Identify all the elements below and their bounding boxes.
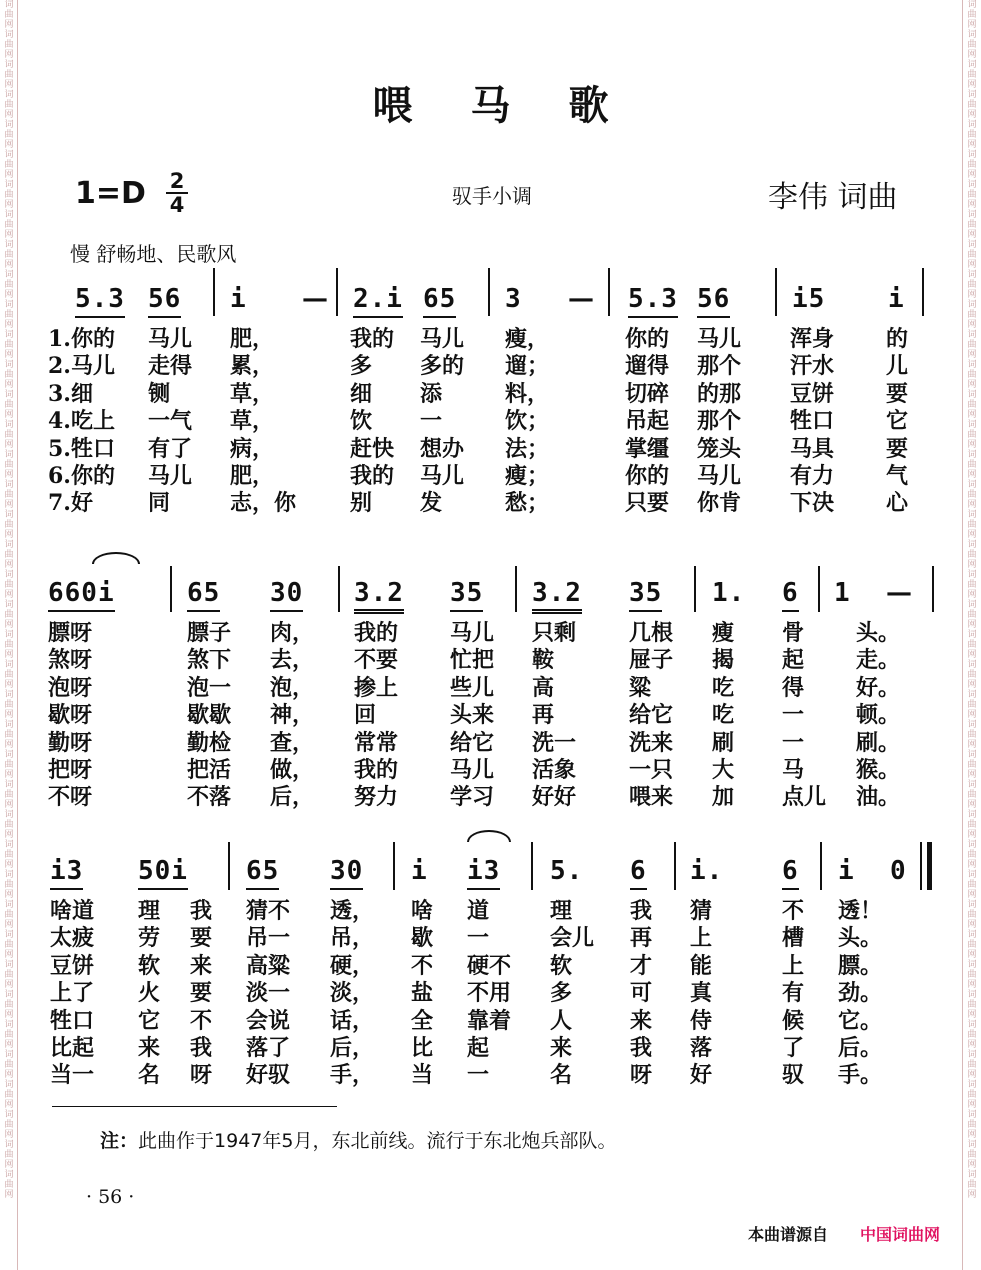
lyric-syllable: 常常: [354, 729, 399, 756]
lyric-syllable: 高粱: [246, 952, 291, 979]
lyric-syllable: 儿: [886, 353, 909, 380]
barline: [213, 268, 215, 316]
lyric-syllable: 来: [550, 1035, 573, 1061]
lyric-syllable: 后，: [270, 784, 315, 811]
lyric-syllable: 落: [690, 1035, 713, 1061]
lyric-syllable: 吃: [712, 674, 735, 701]
lyric-syllable: 膘。: [838, 952, 883, 979]
lyric-syllable: 好驭: [246, 1062, 291, 1089]
lyric-syllable: 我: [190, 1035, 213, 1061]
lyric-syllable: 头。: [856, 620, 901, 646]
lyric-syllable: 马儿: [420, 326, 465, 352]
lyric-syllable: 要: [886, 435, 909, 462]
lyric-syllable: 屉子: [629, 647, 674, 674]
lyric-syllable: 我: [630, 898, 653, 924]
lyric-syllable: 做，: [270, 757, 315, 783]
lyric-syllable: 不落: [187, 784, 232, 811]
lyric-syllable: 马儿: [697, 326, 742, 352]
lyric-syllable: 要: [886, 380, 909, 407]
lyric-syllable: 走得: [148, 353, 193, 380]
lyric-syllable: 努力: [354, 784, 399, 811]
source-label: 本曲谱源自: [748, 1225, 829, 1244]
lyric-syllable: 赶快: [350, 435, 395, 462]
lyric-syllable: 硬，: [330, 952, 375, 979]
note-group: 65: [187, 578, 220, 612]
lyric-syllable: 膘呀: [48, 620, 93, 646]
lyric-syllable: 要: [190, 980, 213, 1007]
barline: [694, 566, 696, 612]
lyric-syllable: 不用: [467, 980, 512, 1007]
final-barline: [927, 842, 932, 890]
lyric-syllable: 头。: [838, 925, 883, 952]
lyric-syllable: 膘子: [187, 620, 232, 646]
lyric-syllable: 高: [532, 674, 555, 701]
note-group: 5.: [550, 856, 584, 886]
song-style: 驭手小调: [452, 184, 532, 208]
lyric-syllable: 歇呀: [48, 702, 93, 729]
lyric-syllable: 多: [350, 353, 373, 380]
lyric-syllable: 来: [190, 952, 213, 979]
lyric-syllable: 别: [350, 490, 373, 517]
lyric-syllable: 马儿: [148, 463, 193, 489]
lyric-syllable: 汗水: [790, 353, 835, 380]
lyric-syllable: 牲口: [790, 408, 835, 435]
time-sig-top: 2: [169, 169, 185, 193]
lyric-syllable: 些儿: [450, 674, 495, 701]
lyric-syllable: 我: [190, 898, 213, 924]
note-group: 35: [629, 578, 662, 612]
lyric-syllable: 只要: [625, 490, 670, 517]
lyric-syllable: 走。: [856, 647, 901, 674]
lyric-syllable: 7.好: [48, 490, 93, 517]
note-group: 50i: [138, 856, 188, 890]
barline: [488, 268, 490, 316]
lyric-syllable: 软: [550, 952, 573, 979]
note-group: 5.3: [75, 284, 125, 318]
lyric-syllable: 落了: [246, 1035, 291, 1061]
barline: [818, 566, 820, 612]
slur: [467, 830, 511, 842]
lyric-syllable: 不呀: [48, 784, 93, 811]
lyric-syllable: 把活: [187, 757, 232, 783]
lyric-syllable: 心: [886, 490, 909, 517]
footnote: [100, 1126, 616, 1153]
lyric-syllable: 遛；: [505, 353, 550, 380]
lyric-syllable: 靠着: [467, 1007, 512, 1034]
lyric-syllable: 饮: [350, 408, 373, 435]
lyric-syllable: 淡一: [246, 980, 291, 1007]
lyric-syllable: 我的: [350, 326, 395, 352]
note-group: 1.: [712, 578, 746, 608]
lyric-syllable: 不: [190, 1007, 213, 1034]
lyric-syllable: 草，: [230, 380, 275, 407]
lyric-syllable: 上了: [50, 980, 95, 1007]
lyric-syllable: 活象: [532, 757, 577, 783]
lyric-syllable: 饮；: [505, 408, 550, 435]
lyric-syllable: 一气: [148, 408, 193, 435]
note-group: 2.i: [353, 284, 403, 318]
lyric-syllable: 槽: [782, 925, 805, 952]
lyric-syllable: 马儿: [450, 620, 495, 646]
watermark-right: 词曲网词曲网词曲网词曲网词曲网词曲网词曲网词曲网词曲网词曲网词曲网词曲网词曲网词曲网词曲网词曲网词曲网词曲网词曲网词曲网词曲网词曲网词曲网词曲网词曲网词曲网词曲网词曲网词曲网词曲网词曲网词曲网词曲网词曲网词曲网词曲网词曲网词曲网词曲网词曲网: [967, 0, 977, 1200]
barline: [531, 842, 533, 890]
lyric-syllable: 多的: [420, 353, 465, 380]
lyric-syllable: 的: [886, 326, 909, 352]
barline: [674, 842, 676, 890]
lyric-syllable: 啥道: [50, 898, 95, 924]
lyric-syllable: 可: [630, 980, 653, 1007]
lyric-syllable: 一: [420, 408, 443, 435]
note-group: 30: [330, 856, 363, 890]
barline: [932, 566, 934, 612]
lyric-syllable: 侍: [690, 1007, 713, 1034]
lyric-syllable: 啥: [411, 898, 434, 924]
note-group: 5.3: [628, 284, 678, 318]
note-group: i: [411, 856, 428, 886]
lyric-syllable: 再: [630, 925, 653, 952]
lyric-syllable: 猜: [690, 898, 713, 924]
lyric-syllable: 那个: [697, 408, 742, 435]
lyric-syllable: 豆饼: [50, 952, 95, 979]
lyric-syllable: 添: [420, 380, 443, 407]
lyric-syllable: 掌缰: [625, 435, 670, 462]
time-signature: [166, 170, 188, 216]
lyric-syllable: 2.马儿: [48, 353, 115, 380]
lyric-syllable: 掺上: [354, 674, 399, 701]
note-group: 30: [270, 578, 303, 612]
lyric-syllable: 给它: [629, 702, 674, 729]
lyric-syllable: 马儿: [450, 757, 495, 783]
lyric-syllable: 铡: [148, 380, 171, 407]
lyric-syllable: 油。: [856, 784, 901, 811]
note-group: 3.2: [354, 578, 404, 614]
lyric-syllable: 它。: [838, 1007, 883, 1034]
lyric-syllable: 全: [411, 1007, 434, 1034]
lyric-syllable: 了: [782, 1035, 805, 1061]
lyric-syllable: 猜不: [246, 898, 291, 924]
lyric-syllable: 煞呀: [48, 647, 93, 674]
lyric-syllable: 我的: [354, 620, 399, 646]
note-group: i.: [690, 856, 724, 886]
lyric-syllable: 你的: [625, 463, 670, 489]
lyric-syllable: 同: [148, 490, 171, 517]
lyric-syllable: 马: [782, 757, 805, 783]
lyric-syllable: 揭: [712, 647, 735, 674]
lyric-syllable: 当: [411, 1062, 434, 1089]
footnote-rule: [52, 1106, 337, 1107]
lyric-syllable: 道: [467, 898, 490, 924]
left-margin-line: [17, 0, 18, 1270]
lyric-syllable: 手。: [838, 1062, 883, 1089]
lyric-syllable: 淡，: [330, 980, 375, 1007]
lyric-syllable: 肥，: [230, 326, 275, 352]
lyric-syllable: 名: [550, 1062, 573, 1089]
lyric-syllable: 吊，: [330, 925, 375, 952]
lyric-syllable: 才: [630, 952, 653, 979]
note-group: 35: [450, 578, 483, 612]
lyric-syllable: 再: [532, 702, 555, 729]
lyric-syllable: 候: [782, 1007, 805, 1034]
lyric-syllable: 硬不: [467, 952, 512, 979]
lyric-syllable: 鞍: [532, 647, 555, 674]
note-group: 3.2: [532, 578, 582, 614]
lyric-syllable: 呀: [190, 1062, 213, 1089]
note-group: 6: [782, 578, 799, 612]
lyric-syllable: 有力: [790, 463, 835, 489]
lyric-syllable: 泡呀: [48, 674, 93, 701]
lyric-syllable: 瘦: [712, 620, 735, 646]
time-sig-bottom: 4: [166, 192, 188, 216]
lyric-syllable: 洗来: [629, 729, 674, 756]
lyric-syllable: 累，: [230, 353, 275, 380]
lyric-syllable: 切碎: [625, 380, 670, 407]
lyric-syllable: 能: [690, 952, 713, 979]
lyric-syllable: 回: [354, 702, 377, 729]
lyric-syllable: 刷: [712, 729, 735, 756]
lyric-syllable: 名: [138, 1062, 161, 1089]
barline: [336, 268, 338, 316]
note-dash: —: [886, 578, 912, 608]
lyric-syllable: 刷。: [856, 729, 901, 756]
lyric-syllable: 查，: [270, 729, 315, 756]
lyric-syllable: 劲。: [838, 980, 883, 1007]
lyric-syllable: 忙把: [450, 647, 495, 674]
lyric-syllable: 瘦；: [505, 463, 550, 489]
lyric-syllable: 一: [782, 702, 805, 729]
lyric-syllable: 5.牲口: [48, 435, 115, 462]
lyric-syllable: 法；: [505, 435, 550, 462]
note-group: 1: [834, 578, 851, 608]
lyric-syllable: 牲口: [50, 1007, 95, 1034]
lyric-syllable: 呀: [630, 1062, 653, 1089]
lyric-syllable: 多: [550, 980, 573, 1007]
barline: [338, 566, 340, 612]
lyric-syllable: 得: [782, 674, 805, 701]
lyric-syllable: 太疲: [50, 925, 95, 952]
barline: [920, 842, 922, 890]
lyric-syllable: 一: [467, 925, 490, 952]
song-title: 喂马歌: [372, 82, 667, 129]
source-site-link[interactable]: 中国词曲网: [860, 1225, 941, 1244]
barline: [608, 268, 610, 316]
right-margin-line: [962, 0, 963, 1270]
lyric-syllable: 后，: [330, 1035, 375, 1061]
lyric-syllable: 点儿: [782, 784, 827, 811]
lyric-syllable: 会儿: [550, 925, 595, 952]
barline: [922, 268, 924, 316]
lyric-syllable: 一: [467, 1062, 490, 1089]
lyric-syllable: 透，: [330, 898, 375, 924]
lyric-syllable: 上: [782, 952, 805, 979]
lyric-syllable: 不: [782, 898, 805, 924]
lyric-syllable: 吊一: [246, 925, 291, 952]
lyric-syllable: 发: [420, 490, 443, 517]
note-group: 65: [423, 284, 456, 318]
lyric-syllable: 起: [782, 647, 805, 674]
lyric-syllable: 那个: [697, 353, 742, 380]
lyric-syllable: 勤呀: [48, 729, 93, 756]
lyric-syllable: 一只: [629, 757, 674, 783]
lyric-syllable: 人: [550, 1007, 573, 1034]
lyric-syllable: 理: [550, 898, 573, 924]
lyric-syllable: 手，: [330, 1062, 375, 1089]
lyric-syllable: 来: [138, 1035, 161, 1061]
lyric-syllable: 你肯: [697, 490, 742, 517]
lyric-syllable: 不: [411, 952, 434, 979]
tempo-marking: 慢 舒畅地、民歌风: [70, 242, 237, 266]
lyric-syllable: 当一: [50, 1062, 95, 1089]
lyric-syllable: 1.你的: [48, 326, 115, 352]
lyric-syllable: 有了: [148, 435, 193, 462]
note-group: i3: [50, 856, 83, 890]
lyric-syllable: 起: [467, 1035, 490, 1061]
barline: [515, 566, 517, 612]
lyric-syllable: 吃: [712, 702, 735, 729]
lyric-syllable: 的那: [697, 380, 742, 407]
lyric-syllable: 去，: [270, 647, 315, 674]
page-number: · 56 ·: [86, 1186, 135, 1208]
lyric-syllable: 洗一: [532, 729, 577, 756]
note-group: i5: [792, 284, 826, 314]
lyric-syllable: 泡，: [270, 674, 315, 701]
lyric-syllable: 透！: [838, 898, 883, 924]
note-group: 0: [890, 856, 907, 886]
lyric-syllable: 马具: [790, 435, 835, 462]
lyric-syllable: 下决: [790, 490, 835, 517]
barline: [170, 566, 172, 612]
lyric-syllable: 头来: [450, 702, 495, 729]
note-group: i: [838, 856, 855, 886]
lyric-syllable: 加: [712, 784, 735, 811]
barline: [393, 842, 395, 890]
lyric-syllable: 泡一: [187, 674, 232, 701]
lyric-syllable: 歇歇: [187, 702, 232, 729]
barline: [228, 842, 230, 890]
lyric-syllable: 草，: [230, 408, 275, 435]
note-group: 56: [697, 284, 730, 318]
lyric-syllable: 肥，: [230, 463, 275, 489]
lyric-syllable: 马儿: [697, 463, 742, 489]
lyric-syllable: 笼头: [697, 435, 742, 462]
note-dash: —: [568, 284, 594, 314]
note-group: 6: [782, 856, 799, 890]
lyric-syllable: 骨: [782, 620, 805, 646]
lyric-syllable: 我: [630, 1035, 653, 1061]
lyric-syllable: 6.你的: [48, 463, 115, 489]
note-group: i3: [467, 856, 500, 890]
lyric-syllable: 一: [782, 729, 805, 756]
lyric-syllable: 歇: [411, 925, 434, 952]
note-group: 6: [630, 856, 647, 890]
footnote-label: 注：: [100, 1130, 139, 1152]
note-group: 660i: [48, 578, 115, 612]
lyric-syllable: 比起: [50, 1035, 95, 1061]
lyric-syllable: 煞下: [187, 647, 232, 674]
key-signature: 1=D: [75, 176, 146, 211]
slur: [92, 552, 140, 564]
barline: [820, 842, 822, 890]
footnote-text: 此曲作于1947年5月，东北前线。流行于东北炮兵部队。: [138, 1130, 617, 1152]
lyric-syllable: 学习: [450, 784, 495, 811]
lyric-syllable: 来: [630, 1007, 653, 1034]
lyric-syllable: 劳: [138, 925, 161, 952]
lyric-syllable: 后。: [838, 1035, 883, 1061]
lyric-syllable: 它: [138, 1007, 161, 1034]
note-group: 56: [148, 284, 181, 318]
lyric-syllable: 我的: [354, 757, 399, 783]
lyric-syllable: 神，: [270, 702, 315, 729]
lyric-syllable: 3.细: [48, 380, 93, 407]
lyric-syllable: 好。: [856, 674, 901, 701]
lyric-syllable: 它: [886, 408, 909, 435]
lyric-syllable: 只剩: [532, 620, 577, 646]
lyric-syllable: 大: [712, 757, 735, 783]
watermark-left: 词曲网词曲网词曲网词曲网词曲网词曲网词曲网词曲网词曲网词曲网词曲网词曲网词曲网词曲网词曲网词曲网词曲网词曲网词曲网词曲网词曲网词曲网词曲网词曲网词曲网词曲网词曲网词曲网词曲网词曲网词曲网词曲网词曲网词曲网词曲网词曲网词曲网词曲网词曲网词曲网: [4, 0, 14, 1200]
lyric-syllable: 火: [138, 980, 161, 1007]
lyric-syllable: 我的: [350, 463, 395, 489]
lyric-syllable: 话，: [330, 1007, 375, 1034]
lyric-syllable: 比: [411, 1035, 434, 1061]
lyric-syllable: 4.吃上: [48, 408, 115, 435]
note-group: 65: [246, 856, 279, 890]
note-group: i: [888, 284, 905, 314]
lyric-syllable: 猴。: [856, 757, 901, 783]
lyric-syllable: 瘦，: [505, 326, 550, 352]
lyric-syllable: 要: [190, 925, 213, 952]
lyric-syllable: 好好: [532, 784, 577, 811]
lyric-syllable: 想办: [420, 435, 465, 462]
lyric-syllable: 不要: [354, 647, 399, 674]
lyric-syllable: 好: [690, 1062, 713, 1089]
lyric-syllable: 顿。: [856, 702, 901, 729]
lyric-syllable: 你的: [625, 326, 670, 352]
lyric-syllable: 粱: [629, 674, 652, 701]
lyric-syllable: 驭: [782, 1062, 805, 1089]
lyric-syllable: 上: [690, 925, 713, 952]
lyric-syllable: 勤检: [187, 729, 232, 756]
lyric-syllable: 细: [350, 380, 373, 407]
lyric-syllable: 豆饼: [790, 380, 835, 407]
lyric-syllable: 吊起: [625, 408, 670, 435]
lyric-syllable: 喂来: [629, 784, 674, 811]
lyric-syllable: 理: [138, 898, 161, 924]
lyric-syllable: 有: [782, 980, 805, 1007]
lyric-syllable: 会说: [246, 1007, 291, 1034]
note-group: i: [230, 284, 247, 314]
lyric-syllable: 几根: [629, 620, 674, 646]
lyric-syllable: 马儿: [420, 463, 465, 489]
note-group: 3: [505, 284, 522, 314]
lyric-syllable: 遛得: [625, 353, 670, 380]
lyric-syllable: 气: [886, 463, 909, 489]
lyric-syllable: 把呀: [48, 757, 93, 783]
lyric-syllable: 浑身: [790, 326, 835, 352]
lyric-syllable: 肉，: [270, 620, 315, 646]
lyric-syllable: 愁；: [505, 490, 550, 517]
note-dash: —: [302, 284, 328, 314]
lyric-syllable: 真: [690, 980, 713, 1007]
lyric-syllable: 给它: [450, 729, 495, 756]
lyric-syllable: 志，你: [230, 490, 297, 517]
lyric-syllable: 料，: [505, 380, 550, 407]
lyric-syllable: 盐: [411, 980, 434, 1007]
lyric-syllable: 软: [138, 952, 161, 979]
barline: [775, 268, 777, 316]
lyric-syllable: 马儿: [148, 326, 193, 352]
lyric-syllable: 病，: [230, 435, 275, 462]
author: 李伟 词曲: [768, 180, 898, 215]
